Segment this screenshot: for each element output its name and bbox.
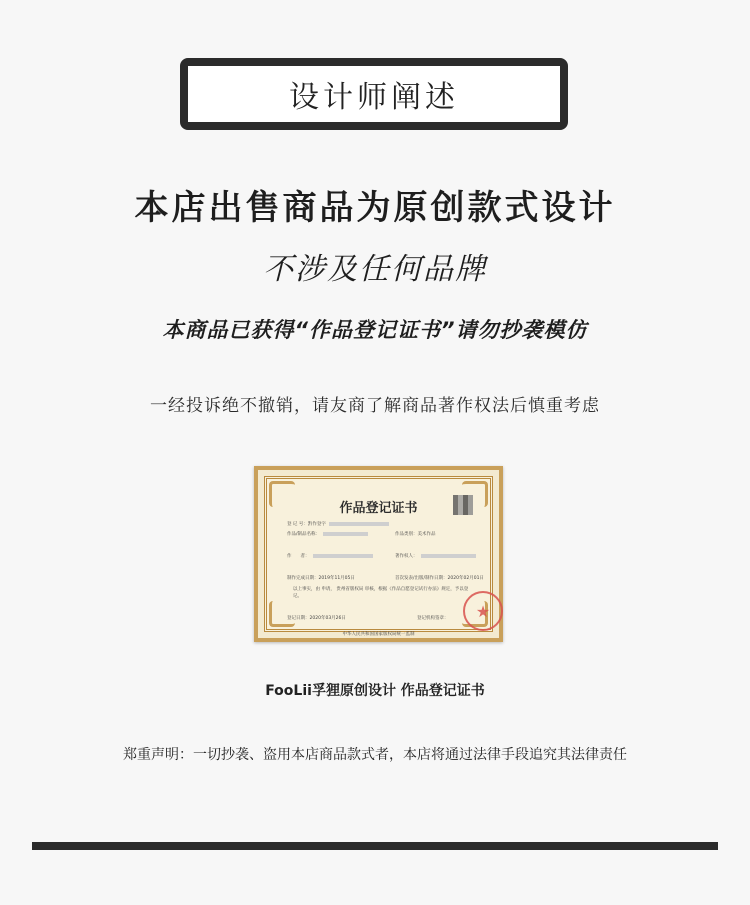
- cert-work-type-value: 美术作品: [417, 532, 436, 537]
- redacted-block: [329, 522, 389, 526]
- notice-text: 一经投诉绝不撤销，请友商了解商品著作权法后慎重考虑: [150, 396, 600, 416]
- cert-owner: [395, 553, 476, 559]
- certificate-image: [254, 466, 503, 642]
- cert-owner-label: 著作权人：: [395, 554, 418, 559]
- cert-work-type: [395, 531, 436, 537]
- headline: 本店出售商品为原创款式设计: [134, 188, 616, 228]
- cert-reg-no-value: 黔作登字: [307, 522, 326, 527]
- red-seal-stamp: ★: [463, 591, 503, 631]
- page-title: 设计师阐述: [289, 80, 459, 115]
- certificate-caption: FooLii孚狸原创设计 作品登记证书: [265, 683, 485, 699]
- cert-reg-date-value: 2020年03月26日: [309, 616, 346, 621]
- redacted-block: [313, 554, 373, 558]
- certificate-inner-frame: [264, 476, 493, 637]
- cert-published-value: 2020年02月01日: [447, 576, 484, 581]
- redacted-block: [421, 554, 476, 558]
- highlight-line-1: [0, 244, 750, 288]
- cert-work-name: [287, 531, 368, 537]
- highlight-text-1: 不涉及任何品牌: [257, 244, 493, 288]
- redacted-block: [323, 532, 368, 536]
- legal-statement: 郑重声明：一切抄袭、盗用本店商品款式者，本店将通过法律手段追究其法律责任: [123, 747, 627, 763]
- bottom-divider: [32, 842, 718, 850]
- cert-reg-no: [287, 521, 389, 527]
- cert-created-label: 制作完成日期：: [287, 576, 319, 581]
- cert-reg-date: [287, 615, 346, 621]
- highlight-line-2: [0, 314, 750, 344]
- certificate-title: 作品登记证书: [339, 501, 418, 516]
- cert-reg-date-label: 登记日期：: [287, 616, 310, 621]
- highlight-text-2: 本商品已获得“作品登记证书”请勿抄袭模仿: [162, 314, 587, 344]
- cert-work-type-label: 作品类别：: [395, 532, 418, 537]
- cert-created-value: 2019年11月05日: [318, 576, 355, 581]
- cert-created: [287, 575, 355, 581]
- title-box: [180, 58, 568, 130]
- cert-registrar: 登记机构签章：: [417, 616, 449, 621]
- qr-code-icon: [453, 495, 473, 515]
- corner-ornament: [269, 601, 295, 627]
- cert-work-name-label: 作品/制品名称：: [287, 532, 321, 537]
- cert-published-label: 首次发表/出版/制作日期：: [395, 576, 448, 581]
- cert-author-label: 作 者：: [287, 554, 310, 559]
- cert-body-text: 以上事实，由 申请， 贵州省版权局 审核，根据《作品自愿登记试行办法》规定，予以登记。: [293, 587, 469, 599]
- cert-reg-no-label: 登 记 号：: [287, 522, 308, 527]
- cert-published: [395, 575, 484, 581]
- cert-footer: 中华人民共和国国家版权局统一监制: [342, 632, 415, 637]
- cert-author: [287, 553, 373, 559]
